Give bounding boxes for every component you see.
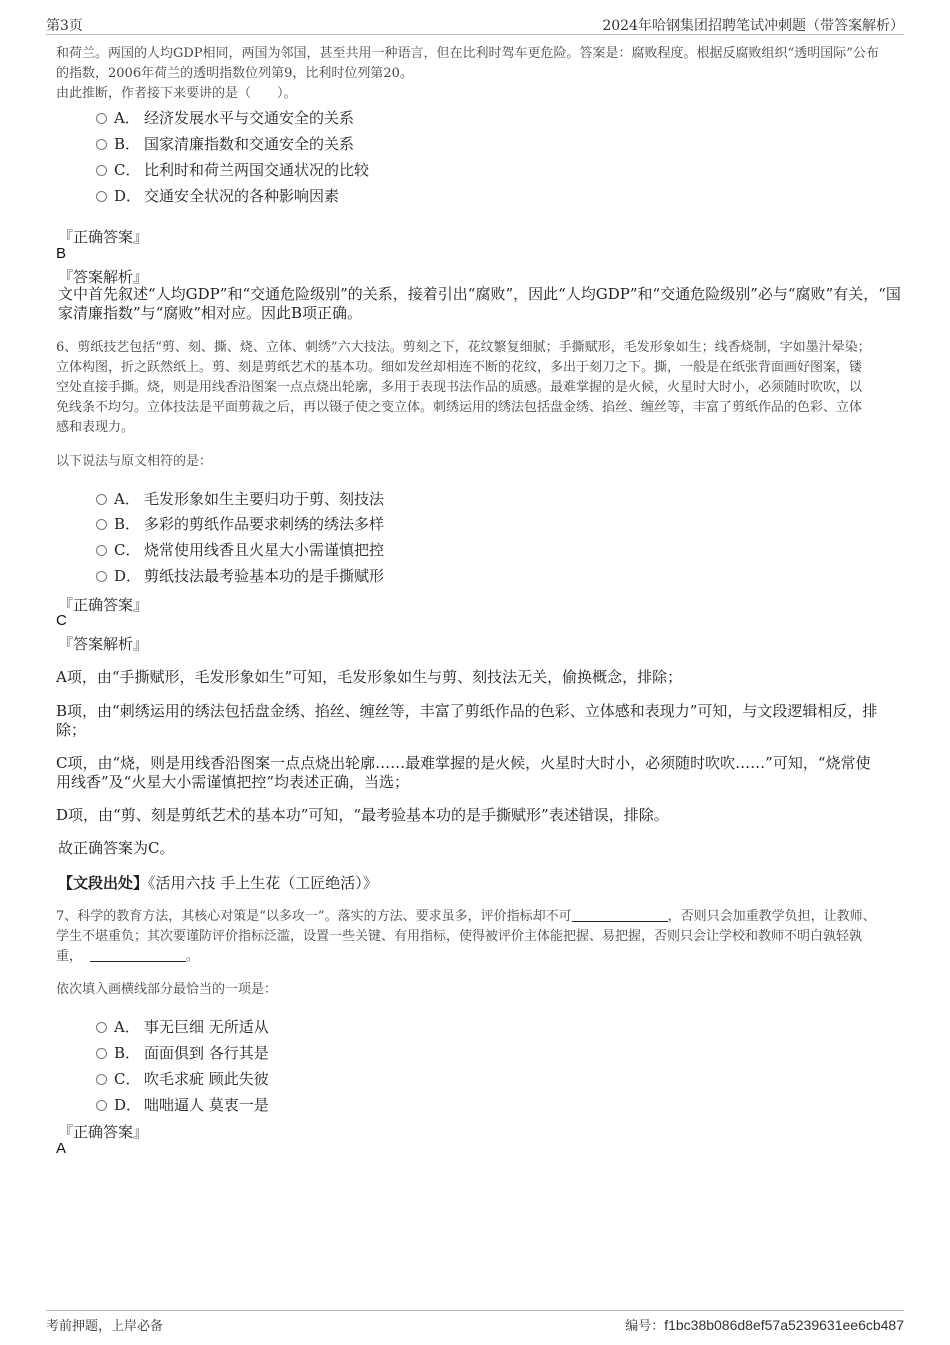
radio-icon[interactable] (96, 139, 107, 150)
q5-stem-line-3: 由此推断，作者接下来要讲的是（ ）。 (56, 86, 297, 101)
q5-stem-line-2: 的指数，2006年荷兰的透明指数位列第9，比利时位列第20。 (56, 66, 413, 81)
q7-prompt: 依次填入画横线部分最恰当的一项是： (56, 982, 278, 997)
q6-stem-line-1: 6、剪纸技艺包括“剪、刻、撕、烧、立体、刺绣”六大技法。剪刻之下，花纹繁复细腻；手撕赋形，毛发形象如生；线香烧制，字如墨汁晕染； (56, 340, 871, 355)
q5-analysis-label: 『答案解析』 (58, 268, 149, 286)
q5-stem-line-1: 和荷兰。两国的人均GDP相同，两国为邻国，甚至共用一种语言，但在比利时驾车更危险。答案是：腐败程度。根据反腐败组织“透明国际”公布 (56, 46, 879, 61)
footer-code: 编号：f1bc38b086d8ef57a5239631ee6cb487 (625, 1317, 904, 1334)
q6-stem-line-4: 免线条不均匀。立体技法是平面剪裁之后，再以镊子使之变立体。刺绣运用的绣法包括盘金绣、掐丝、缠丝等，丰富了剪纸作品的色彩、立体 (56, 400, 863, 415)
page-footer (46, 1310, 904, 1335)
radio-icon[interactable] (96, 191, 107, 202)
page-header (46, 12, 904, 35)
q5-answer-label: 『正确答案』 (58, 228, 149, 246)
q6-answer: C (56, 612, 67, 629)
q6-source-text: 《活用六技 手上生花（工匠绝活）》 (148, 874, 378, 892)
q5-analysis-line-2: 家清廉指数”与“腐败”相对应。因此B项正确。 (58, 304, 363, 322)
q6-answer-label: 『正确答案』 (58, 596, 149, 614)
q6-stem-line-2: 立体构图，折之跃然纸上。剪、刻是剪纸艺术的基本功。细如发丝却相连不断的花纹，多出于刻刀之下。撕，一般是在纸张背面画好图案，镂 (56, 360, 863, 375)
radio-icon[interactable] (96, 165, 107, 176)
q6-source (58, 873, 378, 893)
radio-icon[interactable] (96, 1074, 107, 1085)
radio-icon[interactable] (96, 519, 107, 530)
q7-stem-line-1: 7、科学的教育方法，其核心对策是“以多攻一”。落实的方法、要求虽多，评价指标却不可 ，否则只会加重教学负担，让教师、 (56, 909, 876, 924)
q6-analysis-c-line-2: 用线香”及“火星大小需谨慎把控”均表述正确，当选； (56, 773, 410, 791)
q7-stem-line-3: 重， 。 (56, 949, 200, 964)
radio-icon[interactable] (96, 494, 107, 505)
q6-analysis-d: D项，由“剪、刻是剪纸艺术的基本功”可知，“最考验基本功的是手撕赋形”表述错误，排除。 (56, 806, 669, 824)
radio-icon[interactable] (96, 1100, 107, 1111)
radio-icon[interactable] (96, 545, 107, 556)
radio-icon[interactable] (96, 113, 107, 124)
radio-icon[interactable] (96, 1022, 107, 1033)
q5-answer: B (56, 245, 67, 262)
radio-icon[interactable] (96, 571, 107, 582)
q6-analysis-b-line-1: B项，由“刺绣运用的绣法包括盘金绣、掐丝、缠丝等，丰富了剪纸作品的色彩、立体感和表现力”可知，与文段逻辑相反，排 (56, 702, 878, 720)
q6-prompt: 以下说法与原文相符的是： (56, 454, 213, 469)
q7-stem-line-2: 学生不堪重负；其次要谨防评价指标泛滥，设置一些关键、有用指标，使得被评价主体能把握、易把握，否则只会让学校和教师不明白孰轻孰 (56, 929, 863, 944)
fill-blank-1[interactable] (572, 907, 668, 922)
radio-icon[interactable] (96, 1048, 107, 1059)
q6-stem-line-5: 感和表现力。 (56, 420, 135, 435)
q6-conclusion: 故正确答案为C。 (58, 839, 175, 857)
q7-answer-label: 『正确答案』 (58, 1123, 149, 1141)
q6-analysis-b-line-2: 除； (56, 721, 87, 739)
q6-analysis-label: 『答案解析』 (58, 635, 149, 653)
q5-analysis-line-1: 文中首先叙述“人均GDP”和“交通危险级别”的关系，接着引出“腐败”，因此“人均GDP”和“交通危险级别”必与“腐败”有关，“国 (58, 285, 901, 303)
q6-source-label: 【文段出处】 (58, 874, 149, 892)
q6-stem-line-3: 空处直接手撕。烧，则是用线香沿图案一点点烧出轮廓，多用于表现书法作品的质感。最难掌握的是火候，火星时大时小，必须随时吹吹，以 (56, 380, 863, 395)
fill-blank-2[interactable] (90, 947, 186, 962)
page-number: 第3页 (46, 18, 83, 34)
q6-analysis-c-line-1: C项，由“烧，则是用线香沿图案一点点烧出轮廓……最难掌握的是火候，火星时大时小，必须随时吹吹……”可知，“烧常使 (56, 754, 871, 772)
q7-answer: A (56, 1140, 67, 1157)
q6-analysis-a: A项，由“手撕赋形，毛发形象如生”可知，毛发形象如生与剪、刻技法无关，偷换概念，排除； (56, 668, 683, 686)
footer-slogan: 考前押题，上岸必备 (46, 1319, 164, 1334)
document-title: 2024年哈钢集团招聘笔试冲刺题（带答案解析） (602, 18, 904, 34)
